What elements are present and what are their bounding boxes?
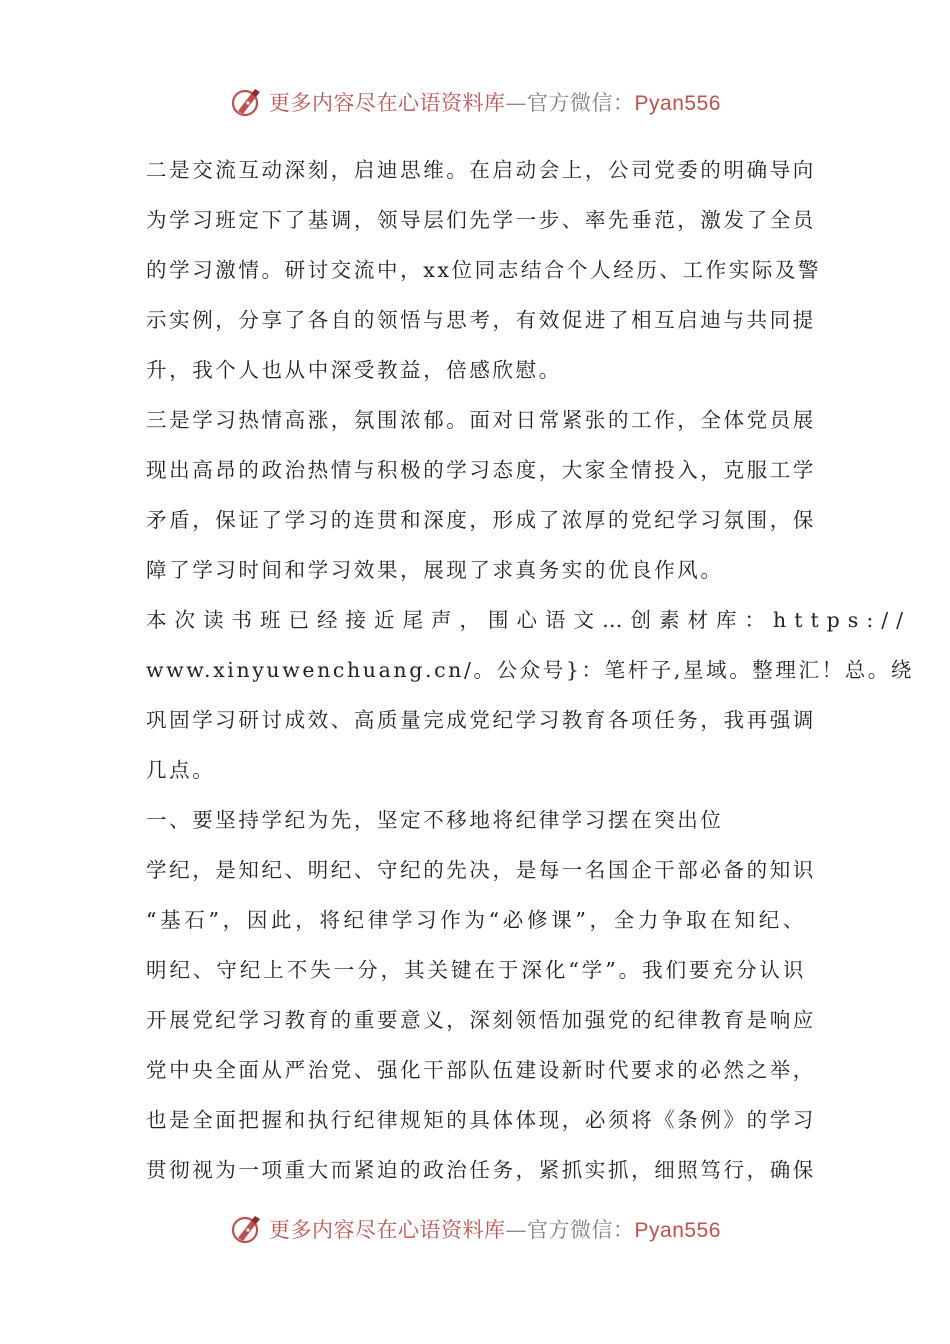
- text-line: 为学习班定下了基调，领导层们先学一步、率先垂范，激发了全员: [146, 208, 816, 232]
- footer-banner: [0, 1209, 950, 1249]
- footer-banner-code: Pyan556: [634, 1219, 721, 1242]
- pen-nib-circle-icon: [229, 1211, 265, 1247]
- text-line: 现出高昂的政治热情与积极的学习态度，大家全情投入，克服工学: [146, 458, 816, 482]
- header-banner-text: [269, 87, 721, 117]
- text-line: 二是交流互动深刻，启迪思维。在启动会上，公司党委的明确导向: [146, 158, 816, 182]
- footer-banner-main: 更多内容尽在心语资料库: [269, 1218, 506, 1242]
- text-line: 升，我个人也从中深受教益，倍感欣慰。: [146, 358, 562, 382]
- pen-nib-circle-icon: [229, 84, 265, 120]
- header-banner-main: 更多内容尽在心语资料库: [269, 91, 506, 115]
- text-line: 党中央全面从严治党、强化干部队伍建设新时代要求的必然之举，: [146, 1058, 816, 1082]
- text-line: www.xinyuwenchuang.cn/。公众号}：笔杆子,星域。整理汇！总。绕: [146, 658, 915, 682]
- header-banner-code: Pyan556: [634, 92, 721, 115]
- text-line: “基石”，因此，将纪律学习作为“必修课”，全力争取在知纪、: [146, 908, 806, 932]
- footer-banner-contact: 官方微信：: [527, 1218, 635, 1242]
- text-line: 本次读书班已经接近尾声，围心语文…创素材库：https://: [146, 608, 912, 632]
- text-line: 也是全面把握和执行纪律规矩的具体体现，必须将《条例》的学习: [146, 1108, 816, 1132]
- text-line: 三是学习热情高涨，氛围浓郁。面对日常紧张的工作，全体党员展: [146, 408, 816, 432]
- text-line: 明纪、守纪上不失一分，其关键在于深化“学”。我们要充分认识: [146, 958, 806, 982]
- header-banner-dash: —: [505, 91, 528, 115]
- header-banner: [0, 82, 950, 122]
- footer-banner-dash: —: [505, 1218, 528, 1242]
- text-line: 障了学习时间和学习效果，展现了求真务实的优良作风。: [146, 558, 724, 582]
- text-line: 开展党纪学习教育的重要意义，深刻领悟加强党的纪律教育是响应: [146, 1008, 816, 1032]
- text-line: 示实例，分享了各自的领悟与思考，有效促进了相互启迪与共同提: [146, 308, 816, 332]
- text-line: 的学习激情。研讨交流中，xx位同志结合个人经历、工作实际及警: [146, 258, 822, 282]
- text-line: 学纪，是知纪、明纪、守纪的先决，是每一名国企干部必备的知识: [146, 858, 816, 882]
- text-line: 贯彻视为一项重大而紧迫的政治任务，紧抓实抓，细照笃行，确保: [146, 1158, 816, 1182]
- text-line: 巩固学习研讨成效、高质量完成党纪学习教育各项任务，我再强调: [146, 708, 816, 732]
- section-heading: 一、要坚持学纪为先，坚定不移地将纪律学习摆在突出位: [146, 808, 724, 832]
- footer-banner-text: [269, 1214, 721, 1244]
- header-banner-contact: 官方微信：: [527, 91, 635, 115]
- text-line: 几点。: [146, 758, 216, 782]
- document-body: [146, 150, 915, 1200]
- text-line: 矛盾，保证了学习的连贯和深度，形成了浓厚的党纪学习氛围，保: [146, 508, 816, 532]
